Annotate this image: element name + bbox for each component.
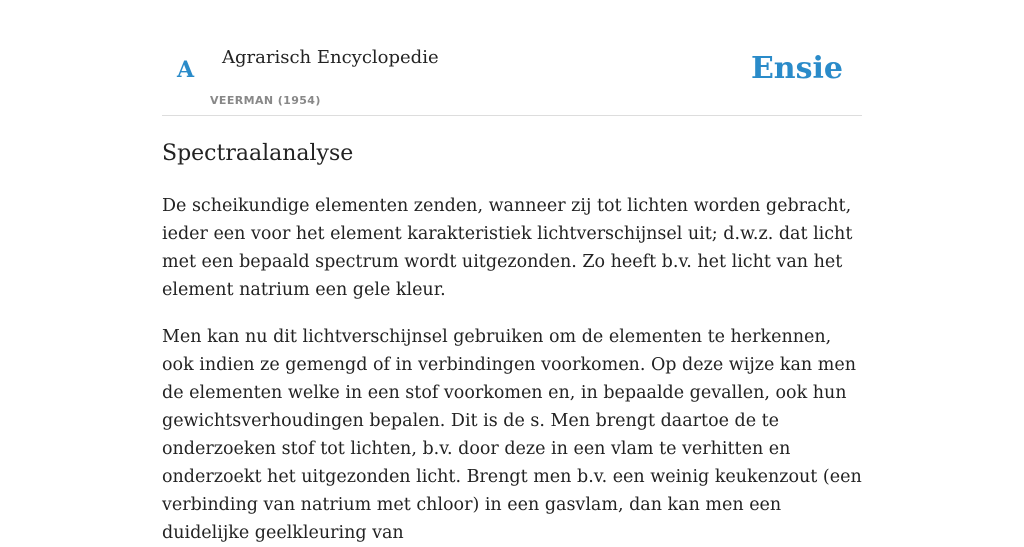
article-title: Spectraalanalyse: [162, 141, 354, 166]
article-paragraph: Men kan nu dit lichtverschijnsel gebruiken om de elementen te herkennen, ook indien ze gemengd of in verbindingen voorkomen. Op deze wijze kan men de elementen welke in een stof voorkomen en, in bepaalde gevallen, ook hun gewichtsverhoudingen bepalen. Dit is de s. Men brengt daartoe de te onderzoeken stof tot lichten, b.v. door deze in een vlam te verhitten en onderzoekt het uitgezonden licht. Brengt men b.v. een weinig keukenzout (een verbinding van natrium met chloor) in een gasvlam, dan kan men een duidelijke geelkleuring van: [162, 327, 862, 543]
encyclopedia-logo-link[interactable]: A: [177, 57, 195, 83]
ensie-brand-logo[interactable]: Ensie: [750, 51, 843, 86]
book-title[interactable]: Agrarisch Encyclopedie: [222, 47, 439, 68]
article-paragraph: De scheikundige elementen zenden, wanneer zij tot lichten worden gebracht, ieder een voor het element karakteristiek lichtverschijnsel uit; d.w.z. dat licht met een bepaald spectrum wordt uitgezonden. Zo heeft b.v. het licht van het element natrium een gele kleur.: [162, 196, 853, 300]
book-author: VEERMAN (1954): [210, 94, 321, 107]
page-header: [162, 0, 862, 116]
article: [162, 136, 866, 547]
